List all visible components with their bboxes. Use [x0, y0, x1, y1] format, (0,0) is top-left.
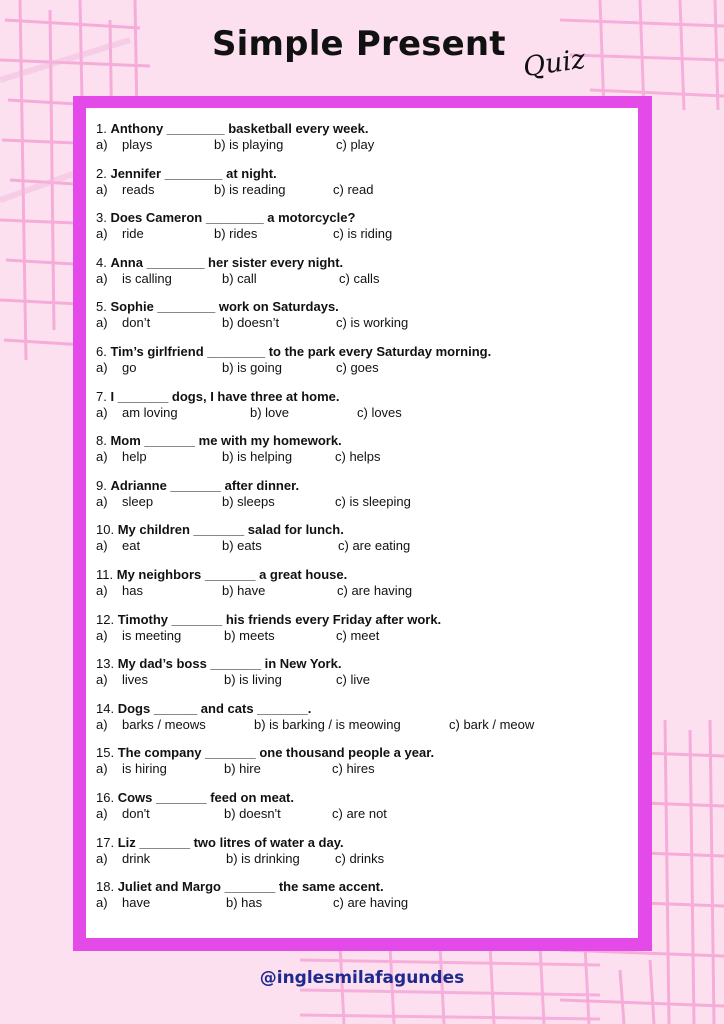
option-c[interactable]: c) are having	[333, 895, 409, 911]
question-number: 1.	[96, 121, 107, 136]
option-a-label: a)	[96, 404, 108, 420]
option-b[interactable]: b) has	[226, 895, 263, 911]
question-text: Timothy _______ his friends every Friday after work.	[117, 611, 442, 627]
question-item	[96, 209, 636, 242]
option-b[interactable]: b) doesn’t	[222, 315, 280, 331]
question-text: Jennifer ________ at night.	[110, 165, 277, 181]
question-item	[96, 432, 636, 465]
option-a-label: a)	[96, 270, 108, 286]
question-stem	[96, 789, 636, 806]
option-c[interactable]: c) drinks	[335, 850, 385, 866]
question-stem	[96, 120, 636, 137]
option-a-label: a)	[96, 761, 108, 777]
option-a[interactable]: plays	[122, 137, 153, 152]
option-a[interactable]: don’t	[122, 315, 151, 331]
option-a-label: a)	[96, 315, 108, 331]
question-item	[96, 120, 636, 153]
option-a-label: a)	[96, 672, 108, 688]
question-item	[96, 655, 636, 688]
option-c[interactable]: c) read	[333, 181, 374, 197]
footer-handle: @inglesmilafagundes	[259, 968, 465, 988]
option-b[interactable]: b) sleeps	[222, 493, 275, 509]
question-stem	[96, 343, 636, 360]
question-item	[96, 789, 636, 822]
option-a-label: a)	[96, 627, 108, 643]
option-b[interactable]: b) is playing	[214, 137, 284, 152]
question-number: 14.	[96, 700, 115, 716]
option-a[interactable]: sleep	[122, 493, 154, 509]
question-number: 6.	[96, 344, 107, 359]
option-a[interactable]: am loving	[122, 404, 178, 420]
question-number: 8.	[96, 433, 107, 449]
option-b[interactable]: b) is barking / is meowing	[254, 716, 401, 732]
answer-options	[96, 181, 636, 198]
option-b[interactable]: b) meets	[224, 627, 275, 643]
question-stem	[96, 611, 636, 628]
answer-options	[96, 760, 636, 777]
question-text: I _______ dogs, I have three at home.	[110, 388, 340, 404]
question-number: 3.	[96, 210, 107, 226]
answer-options	[96, 671, 636, 688]
header	[0, 22, 724, 82]
option-c[interactable]: c) is sleeping	[335, 493, 411, 509]
option-c[interactable]: c) is working	[336, 315, 409, 331]
question-stem	[96, 834, 636, 851]
option-a[interactable]: is hiring	[122, 761, 167, 777]
question-item	[96, 254, 636, 287]
question-stem	[96, 254, 636, 271]
question-number: 13.	[96, 656, 115, 672]
question-number: 9.	[96, 477, 107, 493]
question-number: 4.	[96, 254, 107, 270]
question-text: My dad’s boss _______ in New York.	[117, 656, 342, 672]
option-a-label: a)	[96, 583, 108, 598]
question-text: Sophie ________ work on Saturdays.	[110, 299, 339, 315]
page-subtitle: Quiz	[521, 43, 588, 84]
answer-options	[96, 404, 636, 421]
question-item	[96, 744, 636, 777]
question-number: 17.	[96, 834, 115, 850]
question-item	[96, 343, 636, 376]
question-item	[96, 165, 636, 198]
quiz-card	[86, 108, 638, 938]
option-a-label: a)	[96, 449, 108, 465]
question-stem	[96, 388, 636, 405]
option-c[interactable]: c) are eating	[338, 538, 411, 554]
option-a[interactable]: is calling	[122, 270, 172, 286]
option-b[interactable]: b) is helping	[222, 449, 293, 465]
option-a[interactable]: is meeting	[122, 627, 182, 643]
question-item	[96, 611, 636, 644]
option-a-label: a)	[96, 716, 108, 732]
answer-options	[96, 582, 636, 599]
option-a[interactable]: has	[122, 583, 143, 598]
option-b[interactable]: b) call	[222, 270, 257, 286]
option-b[interactable]: b) love	[250, 404, 290, 420]
question-number: 12.	[96, 611, 115, 627]
question-text: The company _______ one thousand people a year.	[117, 745, 435, 761]
question-number: 7.	[96, 388, 107, 404]
option-c[interactable]: c) loves	[357, 404, 402, 420]
option-a-label: a)	[96, 895, 108, 911]
option-a[interactable]: go	[122, 360, 137, 375]
question-number: 5.	[96, 299, 107, 315]
option-b[interactable]: b) is going	[222, 360, 282, 375]
question-text: Mom _______ me with my homework.	[110, 433, 342, 449]
option-c[interactable]: c) hires	[332, 761, 375, 777]
question-text: Does Cameron ________ a motorcycle?	[110, 210, 356, 226]
question-stem	[96, 878, 636, 895]
answer-options	[96, 136, 636, 153]
question-stem	[96, 432, 636, 449]
answer-options	[96, 627, 636, 644]
question-stem	[96, 298, 636, 315]
question-number: 2.	[96, 165, 107, 181]
answer-options	[96, 850, 636, 867]
option-b[interactable]: b) have	[222, 583, 266, 598]
question-text: Juliet and Margo _______ the same accent.	[117, 879, 384, 895]
option-b[interactable]: b) doesn't	[224, 806, 281, 821]
answer-options	[96, 805, 636, 822]
question-text: Liz _______ two litres of water a day.	[117, 834, 344, 850]
option-a-label: a)	[96, 226, 108, 242]
question-item	[96, 521, 636, 554]
answer-options	[96, 493, 636, 510]
option-a[interactable]: lives	[122, 672, 149, 688]
option-a-label: a)	[96, 493, 108, 509]
question-stem	[96, 700, 636, 717]
answer-options	[96, 359, 636, 376]
question-text: Tim’s girlfriend ________ to the park every Saturday morning.	[110, 344, 492, 359]
question-number: 10.	[96, 522, 115, 538]
option-a[interactable]: help	[122, 449, 147, 465]
question-item	[96, 388, 636, 421]
question-item	[96, 700, 636, 733]
question-item	[96, 878, 636, 911]
question-text: My children _______ salad for lunch.	[117, 522, 344, 538]
option-a[interactable]: reads	[122, 181, 155, 197]
question-item	[96, 566, 636, 599]
option-c[interactable]: c) goes	[336, 360, 379, 375]
option-a-label: a)	[96, 806, 108, 821]
question-stem	[96, 209, 636, 226]
option-c[interactable]: c) meet	[336, 627, 380, 643]
option-a-label: a)	[96, 538, 108, 554]
question-number: 15.	[96, 745, 115, 761]
answer-options	[96, 894, 636, 911]
option-c[interactable]: c) helps	[335, 449, 381, 465]
option-c[interactable]: c) calls	[339, 270, 380, 286]
option-b[interactable]: b) eats	[222, 538, 262, 554]
answer-options	[96, 225, 636, 242]
question-number: 11.	[96, 567, 114, 582]
question-text: Cows _______ feed on meat.	[117, 790, 295, 805]
answer-options	[96, 448, 636, 465]
question-number: 18.	[96, 879, 115, 895]
question-text: Dogs ______ and cats _______.	[117, 700, 312, 716]
option-a[interactable]: ride	[122, 226, 144, 242]
question-item	[96, 477, 636, 510]
option-c[interactable]: c) play	[336, 137, 375, 152]
answer-options	[96, 314, 636, 331]
option-c[interactable]: c) are not	[332, 806, 387, 821]
option-c[interactable]: c) is riding	[333, 226, 393, 242]
answer-options	[96, 270, 636, 287]
option-a[interactable]: drink	[122, 850, 151, 866]
option-a[interactable]: eat	[122, 538, 141, 554]
option-a-label: a)	[96, 850, 108, 866]
page-title: Simple Present	[212, 24, 506, 64]
option-a-label: a)	[96, 137, 108, 152]
question-stem	[96, 477, 636, 494]
option-a-label: a)	[96, 181, 108, 197]
answer-options	[96, 716, 636, 733]
option-a[interactable]: don't	[122, 806, 150, 821]
option-b[interactable]: b) rides	[214, 226, 258, 242]
answer-options	[96, 537, 636, 554]
question-number: 16.	[96, 790, 115, 805]
option-c[interactable]: c) bark / meow	[449, 716, 535, 732]
option-b[interactable]: b) is reading	[214, 181, 286, 197]
option-c[interactable]: c) are having	[337, 583, 413, 598]
option-b[interactable]: b) hire	[224, 761, 261, 777]
question-text: Anthony ________ basketball every week.	[110, 121, 369, 136]
question-stem	[96, 521, 636, 538]
option-a-label: a)	[96, 360, 108, 375]
option-c[interactable]: c) live	[336, 672, 370, 688]
option-a[interactable]: have	[122, 895, 151, 911]
option-b[interactable]: b) is drinking	[226, 850, 300, 866]
option-a[interactable]: barks / meows	[122, 716, 206, 732]
question-text: My neighbors _______ a great house.	[116, 567, 348, 582]
question-text: Anna ________ her sister every night.	[110, 254, 344, 270]
question-item	[96, 298, 636, 331]
question-stem	[96, 655, 636, 672]
option-b[interactable]: b) is living	[224, 672, 282, 688]
question-item	[96, 834, 636, 867]
question-stem	[96, 566, 636, 583]
question-text: Adrianne _______ after dinner.	[110, 477, 300, 493]
question-stem	[96, 744, 636, 761]
question-stem	[96, 165, 636, 182]
